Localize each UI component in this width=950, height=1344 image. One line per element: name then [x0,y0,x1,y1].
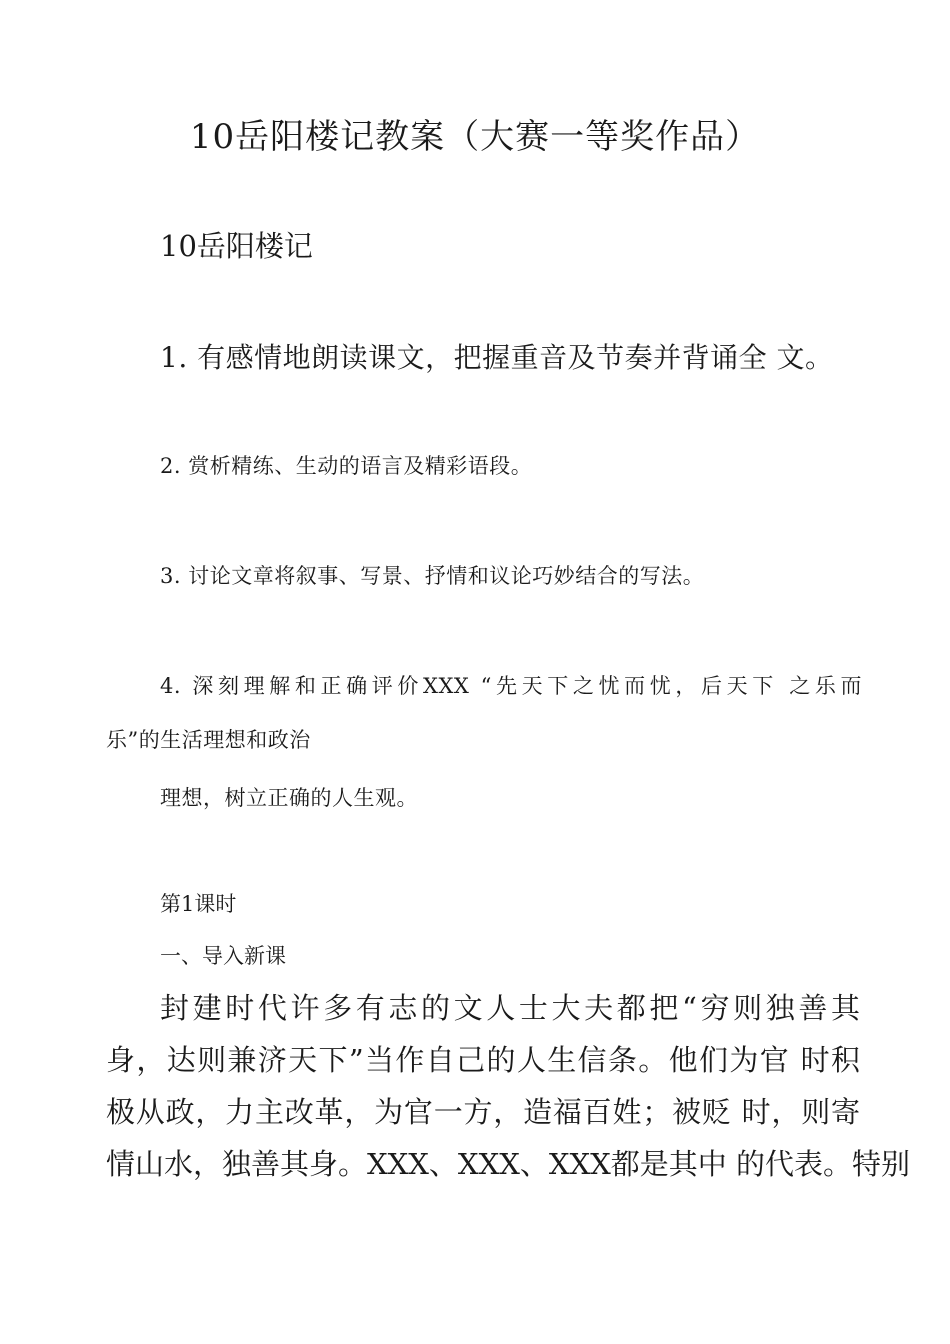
lesson-subtitle: 10岳阳楼记 [160,229,313,263]
section-heading: 一、导入新课 [160,944,286,968]
objective-4-line-3: 理想，树立正确的人生观。 [160,786,418,810]
objective-1: 1. 有感情地朗读课文，把握重音及节奏并背诵全 文。 [160,341,834,374]
body-text-line: 身，达则兼济天下”当作自己的人生信条。他们为官 时积 [106,1043,860,1077]
lesson-label: 第1课时 [160,892,237,916]
document-title: 10岳阳楼记教案（大赛一等奖作品） [189,117,761,157]
body-text-line: 极从政，力主改革，为官一方，造福百姓；被贬 时，则寄 [106,1095,860,1129]
objective-3: 3. 讨论文章将叙事、写景、抒情和议论巧妙结合的写法。 [160,564,705,588]
body-text-line: 封建时代许多有志的文人士大夫都把“穷则独善其 [160,991,860,1025]
body-text-line: 情山水，独善其身。XXX、XXX、XXX都是其中 的代表。特别 [106,1147,911,1181]
objective-4-line-2: 乐”的生活理想和政治 [106,728,311,752]
objective-4-line-1: 4. 深刻理解和正确评价XXX “先天下之忧而忧，后天下 之乐而 [160,674,862,698]
objective-2: 2. 赏析精练、生动的语言及精彩语段。 [160,454,533,478]
